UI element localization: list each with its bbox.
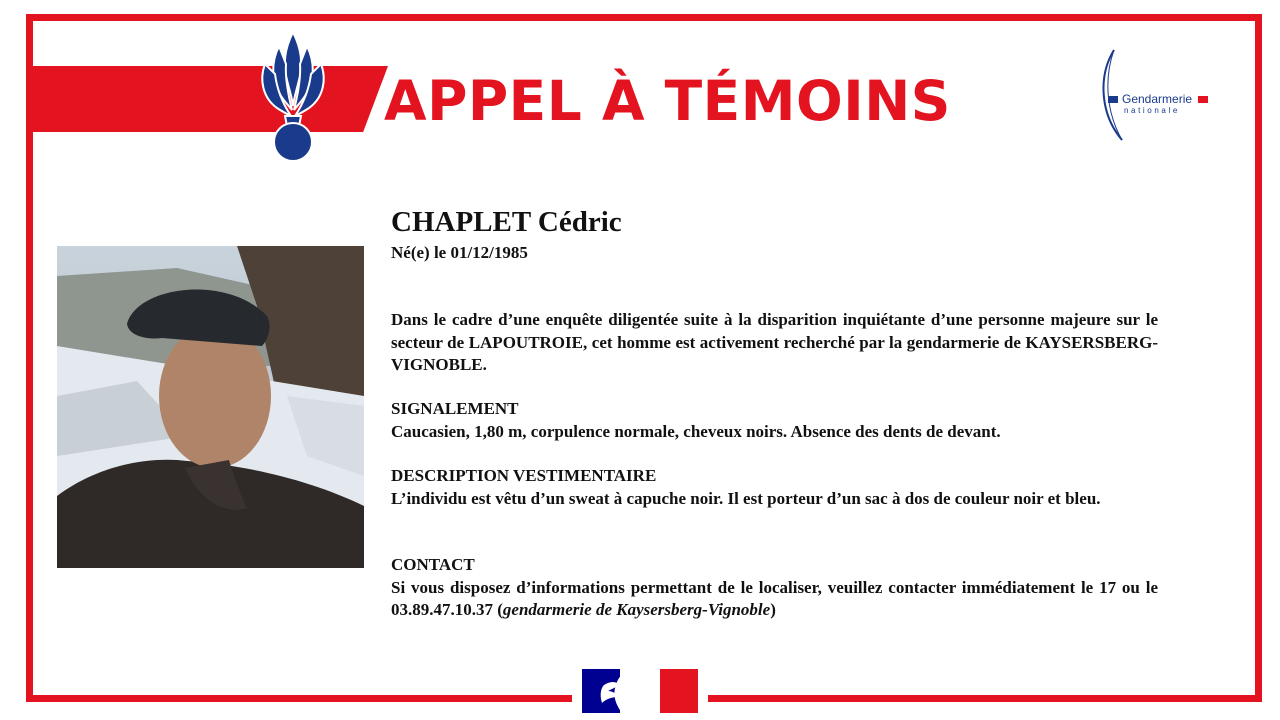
intro-paragraph [391, 309, 1158, 377]
marianne-republique-icon [582, 669, 698, 713]
gendarmerie-grenade-icon [255, 28, 331, 162]
contact-text: Si vous disposez d’informations permettant de le localiser, veuillez contacter immédiatement le 17 ou le 03.89.47.10.37 ( [391, 577, 1158, 619]
person-birth-date: Né(e) le 01/12/1985 [391, 243, 528, 262]
contact-paragraph [391, 577, 1158, 622]
vestimentaire-text: L’individu est vêtu d’un sweat à capuche noir. Il est porteur d’un sac à dos de couleur noir et bleu. [391, 488, 1101, 508]
banner-bar [33, 66, 388, 132]
signalement-text: Caucasien, 1,80 m, corpulence normale, cheveux noirs. Absence des dents de devant. [391, 421, 1001, 441]
signalement-section [391, 398, 1158, 443]
vestimentaire-heading: DESCRIPTION VESTIMENTAIRE [391, 466, 657, 485]
contact-unit-name: gendarmerie de Kaysersberg-Vignoble [502, 600, 771, 619]
contact-end: ) [770, 600, 776, 619]
contact-heading: CONTACT [391, 555, 475, 574]
signalement-heading: SIGNALEMENT [391, 399, 519, 418]
person-name: CHAPLET Cédric [391, 206, 622, 238]
logo-line2: nationale [1124, 106, 1180, 115]
contact-section [391, 554, 1158, 622]
logo-line1: Gendarmerie [1122, 92, 1193, 106]
vestimentaire-section [391, 465, 1158, 510]
person-photo [57, 246, 364, 568]
page-title: APPEL À TÉMOINS [384, 69, 951, 133]
intro-text: Dans le cadre d’une enquête diligentée suite à la disparition inquiétante d’une personne majeure sur le secteur de LAPOUTROIE, cet homme est activement recherché par la gendarmerie de KAYSERSBERG-VIGNOBLE. [391, 310, 1158, 374]
